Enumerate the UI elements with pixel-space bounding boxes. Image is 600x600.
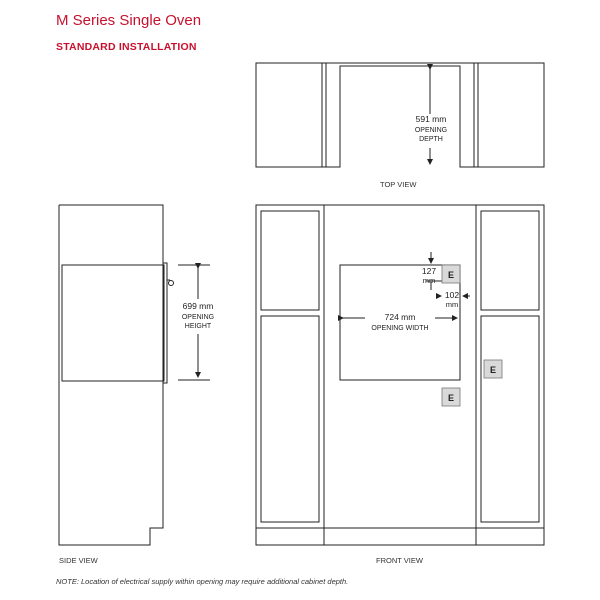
footnote: NOTE: Location of electrical supply within opening may require additional cabinet depth.: [56, 577, 349, 586]
electrical-marker-below: [442, 388, 460, 406]
depth-label-2: DEPTH: [419, 136, 443, 143]
top-left-cabinet: [256, 63, 326, 167]
depth-value: 591 mm: [415, 114, 447, 124]
side-view-drawing: [59, 205, 210, 545]
width-label: OPENING WIDTH: [371, 325, 429, 332]
side-offset-unit: mm: [445, 300, 459, 309]
side-oven: [62, 265, 164, 381]
svg-text:E: E: [447, 393, 455, 403]
top-view-drawing: [256, 63, 544, 167]
left-upper-door: [261, 211, 319, 310]
page-title: M Series Single Oven: [56, 12, 202, 29]
width-value: 724 mm: [384, 312, 416, 322]
top-offset-value: 127: [421, 266, 437, 276]
right-upper-door: [481, 211, 539, 310]
height-label-2: HEIGHT: [184, 323, 212, 330]
top-offset-unit: mm: [422, 276, 436, 285]
side-view-label: SIDE VIEW: [59, 556, 98, 565]
height-value: 699 mm: [182, 301, 214, 311]
height-label-1: OPENING: [181, 314, 215, 321]
electrical-marker-right: [484, 360, 502, 378]
page-subtitle: STANDARD INSTALLATION: [56, 41, 197, 53]
side-cabinet: [59, 205, 163, 545]
svg-text:E: E: [447, 270, 455, 280]
side-offset-value: 102: [444, 290, 460, 300]
left-lower-door: [261, 316, 319, 522]
right-lower-door: [481, 316, 539, 522]
electrical-marker-opening: [442, 265, 460, 283]
top-right-cabinet: [474, 63, 544, 167]
front-view-label: FRONT VIEW: [376, 556, 423, 565]
depth-label-1: OPENING: [414, 127, 448, 134]
top-view-label: TOP VIEW: [380, 180, 417, 189]
svg-text:E: E: [489, 365, 497, 375]
